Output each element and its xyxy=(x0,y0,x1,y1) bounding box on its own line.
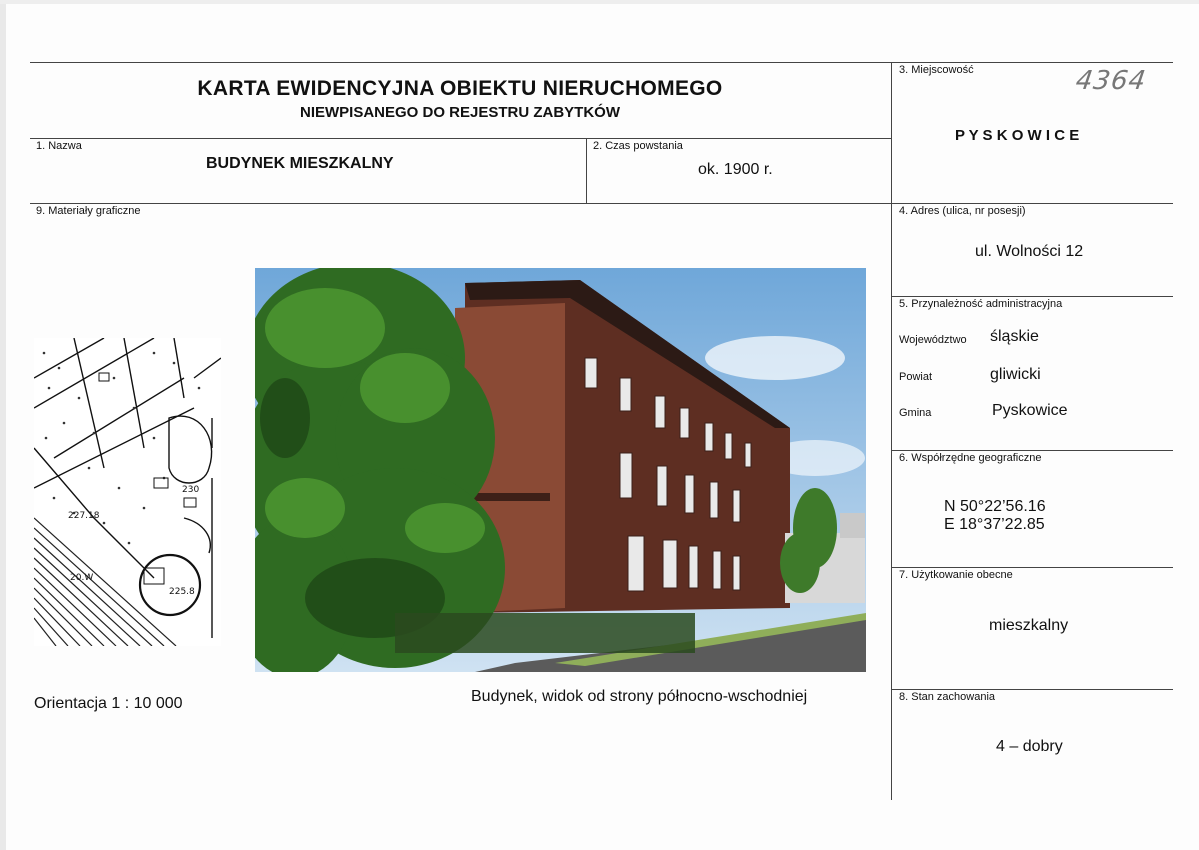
rule-row1-bottom xyxy=(30,203,1173,204)
czas-label: 2. Czas powstania xyxy=(593,140,683,152)
miejscowosc-value: P Y S K O W I C E xyxy=(955,127,1080,144)
wspolrzedne-label: 6. Współrzędne geograficzne xyxy=(899,452,1042,464)
powiat-label: Powiat xyxy=(899,371,933,383)
photo-caption: Budynek, widok od strony północno-wschodniej xyxy=(471,688,808,705)
scan-edge-top xyxy=(0,0,1199,4)
nazwa-value: BUDYNEK MIESZKALNY xyxy=(206,155,394,172)
map-label-20w: 20.W xyxy=(70,573,94,583)
wojewodztwo-label: Województwo xyxy=(899,334,967,346)
map-label-230: 230 xyxy=(182,485,200,495)
wojewodztwo-value: śląskie xyxy=(990,328,1039,345)
gmina-value: Pyskowice xyxy=(992,402,1068,419)
rule-uzytkowanie-bottom xyxy=(891,689,1173,690)
przynaleznosc-label: 5. Przynależność administracyjna xyxy=(899,298,1063,310)
rule-przynaleznosc-bottom xyxy=(891,450,1173,451)
card-subtitle: NIEWPISANEGO DO REJESTRU ZABYTKÓW xyxy=(299,104,621,121)
rule-nazwa-czas xyxy=(586,138,587,203)
rule-top xyxy=(30,62,1173,63)
adres-label: 4. Adres (ulica, nr posesji) xyxy=(899,205,1026,217)
uzytkowanie-label: 7. Użytkowanie obecne xyxy=(899,569,1013,581)
cadastral-map xyxy=(34,338,221,646)
rule-wspolrzedne-bottom xyxy=(891,567,1173,568)
building-photo xyxy=(255,268,866,672)
uzytkowanie-value: mieszkalny xyxy=(989,617,1069,634)
miejscowosc-label: 3. Miejscowość xyxy=(899,64,974,76)
powiat-value: gliwicki xyxy=(990,366,1041,383)
scan-edge xyxy=(0,0,6,850)
latitude-value: N 50°22’56.16 xyxy=(944,498,1046,515)
materialy-label: 9. Materiały graficzne xyxy=(36,205,141,217)
gmina-label: Gmina xyxy=(899,407,932,419)
map-caption: Orientacja 1 : 10 000 xyxy=(34,695,183,712)
rule-right-column xyxy=(891,62,892,800)
nazwa-label: 1. Nazwa xyxy=(36,140,82,152)
handwritten-record-number: 4364 xyxy=(1073,66,1149,96)
czas-value: ok. 1900 r. xyxy=(698,161,773,178)
rule-header-bottom xyxy=(30,138,891,139)
adres-value: ul. Wolności 12 xyxy=(975,243,1084,260)
longitude-value: E 18°37’22.85 xyxy=(944,516,1045,533)
map-label-227: 227.18 xyxy=(68,511,100,521)
stan-label: 8. Stan zachowania xyxy=(899,691,996,703)
rule-adres-bottom xyxy=(891,296,1173,297)
map-label-225: 225.8 xyxy=(169,587,195,597)
stan-value: 4 – dobry xyxy=(996,738,1063,755)
card-title: KARTA EWIDENCYJNA OBIEKTU NIERUCHOMEGO xyxy=(197,77,723,100)
